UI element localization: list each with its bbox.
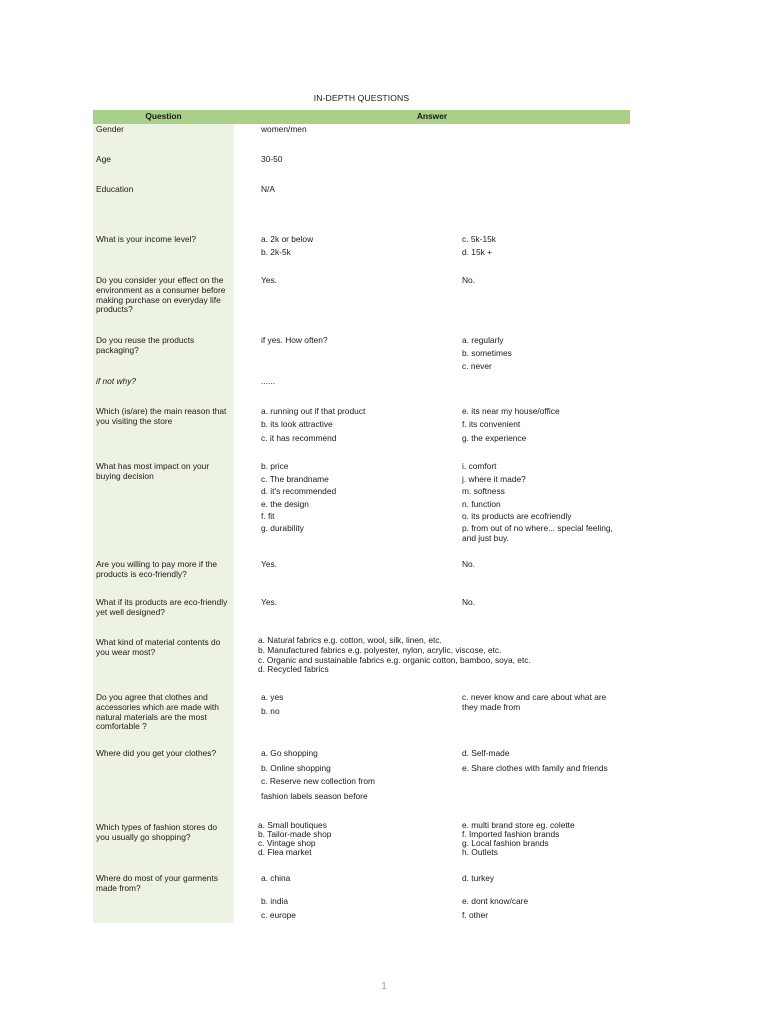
question-store-types: Which types of fashion stores do you usually go shopping? xyxy=(96,822,218,842)
answer-clothes-reserve: c. Reserve new collection from xyxy=(261,776,376,786)
answer-store-tailor: b. Tailor-made shop xyxy=(258,829,332,839)
answer-impact-durability: g. durability xyxy=(261,523,304,533)
answer-environment-no: No. xyxy=(462,275,476,285)
answer-store-flea-market: d. Flea market xyxy=(258,847,312,857)
table-header xyxy=(93,110,630,124)
answer-agree-yes: a. yes xyxy=(261,692,284,702)
page-number: 1 xyxy=(381,981,387,992)
answer-origin-china: a. china xyxy=(261,873,291,883)
answer-education: N/A xyxy=(261,184,275,194)
answer-impact-ecofriendly: o. its products are ecofriendly xyxy=(462,511,572,521)
answer-income-b: b. 2k-5k xyxy=(261,247,291,257)
answer-gender: women/men xyxy=(261,124,307,134)
answer-reason-e: e. its near my house/office xyxy=(462,406,560,416)
question-environment: Do you consider your effect on the environment as a consumer before making purchase on everyday life products? xyxy=(96,275,226,315)
answer-reuse-a: a. regularly xyxy=(462,335,504,345)
answer-impact-softness: m. softness xyxy=(462,486,505,496)
answer-reason-c: c. it has recommend xyxy=(261,433,337,443)
answer-origin-dont-know: e. dont know/care xyxy=(462,896,529,906)
header-question: Question xyxy=(145,111,182,121)
answer-impact-design: e. the design xyxy=(261,499,309,509)
question-natural-comfortable: Do you agree that clothes and accessories which are made with natural materials are the most comfortable ? xyxy=(96,692,219,732)
answer-impact-comfort: i. comfort xyxy=(462,461,497,471)
answer-clothes-share: e. Share clothes with family and friends xyxy=(462,763,608,773)
question-gender: Gender xyxy=(96,124,124,134)
answer-impact-brandname: c. The brandname xyxy=(261,474,329,484)
question-well-designed: What if its products are eco-friendly yet well designed? xyxy=(96,597,228,617)
answer-origin-other: f. other xyxy=(462,910,489,920)
answer-clothes-self-made: d. Self-made xyxy=(462,748,510,758)
answer-store-outlets: h. Outlets xyxy=(462,847,498,857)
document-title: IN-DEPTH QUESTIONS xyxy=(313,93,410,103)
question-if-not-why: if not why? xyxy=(96,376,137,386)
answer-clothes-season-before: fashion labels season before xyxy=(261,791,368,801)
answer-origin-india: b. india xyxy=(261,896,289,906)
answer-well-designed-no: No. xyxy=(462,597,476,607)
answer-store-multi-brand: e. multi brand store eg. colette xyxy=(462,820,575,830)
question-reuse: Do you reuse the products packaging? xyxy=(96,335,195,355)
answer-origin-turkey: d. turkey xyxy=(462,873,495,883)
answer-store-vintage: c. Vintage shop xyxy=(258,838,316,848)
question-age: Age xyxy=(96,154,111,164)
answer-pay-more-yes: Yes. xyxy=(261,559,277,569)
question-buying-impact: What has most impact on your buying decision xyxy=(96,461,210,481)
answer-store-local: g. Local fashion brands xyxy=(462,838,549,848)
answer-reason-a: a. running out if that product xyxy=(261,406,366,416)
answer-clothes-online: b. Online shopping xyxy=(261,763,331,773)
answer-income-c: c. 5k-15k xyxy=(462,234,496,244)
answer-reason-g: g. the experience xyxy=(462,433,527,443)
answer-impact-where-made: j. where it made? xyxy=(462,474,526,484)
answer-impact-function: n. function xyxy=(462,499,501,509)
answer-impact-special-feeling: p. from out of no where... special feeling, and just buy. xyxy=(462,523,613,543)
question-education: Education xyxy=(96,184,134,194)
question-material: What kind of material contents do you wear most? xyxy=(96,637,221,657)
question-column-background xyxy=(93,110,234,923)
answer-age: 30-50 xyxy=(261,154,283,164)
answer-reuse-c: c. never xyxy=(462,361,492,371)
answer-reuse-b: b. sometimes xyxy=(462,348,512,358)
answer-origin-europe: c. europe xyxy=(261,910,296,920)
answer-income-a: a. 2k or below xyxy=(261,234,314,244)
question-pay-more: Are you willing to pay more if the products is eco-friendly? xyxy=(96,559,218,579)
question-main-reason: Which (is/are) the main reason that you visiting the store xyxy=(96,406,227,426)
answer-clothes-go-shopping: a. Go shopping xyxy=(261,748,318,758)
answer-environment-yes: Yes. xyxy=(261,275,277,285)
answer-material-organic: c. Organic and sustainable fabrics e.g. organic cotton, bamboo, soya, etc. xyxy=(258,655,531,665)
answer-impact-fit: f. fit xyxy=(261,511,275,521)
answer-impact-recommended: d. it's recommended xyxy=(261,486,337,496)
answer-store-boutiques: a. Small boutiques xyxy=(258,820,327,830)
question-get-clothes: Where did you get your clothes? xyxy=(96,748,217,758)
answer-impact-price: b. price xyxy=(261,461,289,471)
answer-well-designed-yes: Yes. xyxy=(261,597,277,607)
answer-pay-more-no: No. xyxy=(462,559,476,569)
answer-if-not-why: ...... xyxy=(261,376,275,386)
answer-reason-f: f. its convenient xyxy=(462,419,521,429)
answer-reuse-howoften: if yes. How often? xyxy=(261,335,328,345)
answer-material-recycled: d. Recycled fabrics xyxy=(258,664,329,674)
answer-agree-no: b. no xyxy=(261,706,280,716)
answer-agree-never-know: c. never know and care about what are they made from xyxy=(462,692,607,712)
answer-income-d: d. 15k + xyxy=(462,247,493,257)
question-income: What is your income level? xyxy=(96,234,197,244)
header-answer: Answer xyxy=(416,111,448,121)
answer-material-natural: a. Natural fabrics e.g. cotton, wool, silk, linen, etc. xyxy=(258,635,442,645)
question-garments-origin: Where do most of your garments made from? xyxy=(96,873,218,893)
answer-material-manufactured: b. Manufactured fabrics e.g. polyester, nylon, acrylic, viscose, etc. xyxy=(258,645,502,655)
answer-reason-b: b. its look attractive xyxy=(261,419,333,429)
answer-store-imported: f. Imported fashion brands xyxy=(462,829,560,839)
